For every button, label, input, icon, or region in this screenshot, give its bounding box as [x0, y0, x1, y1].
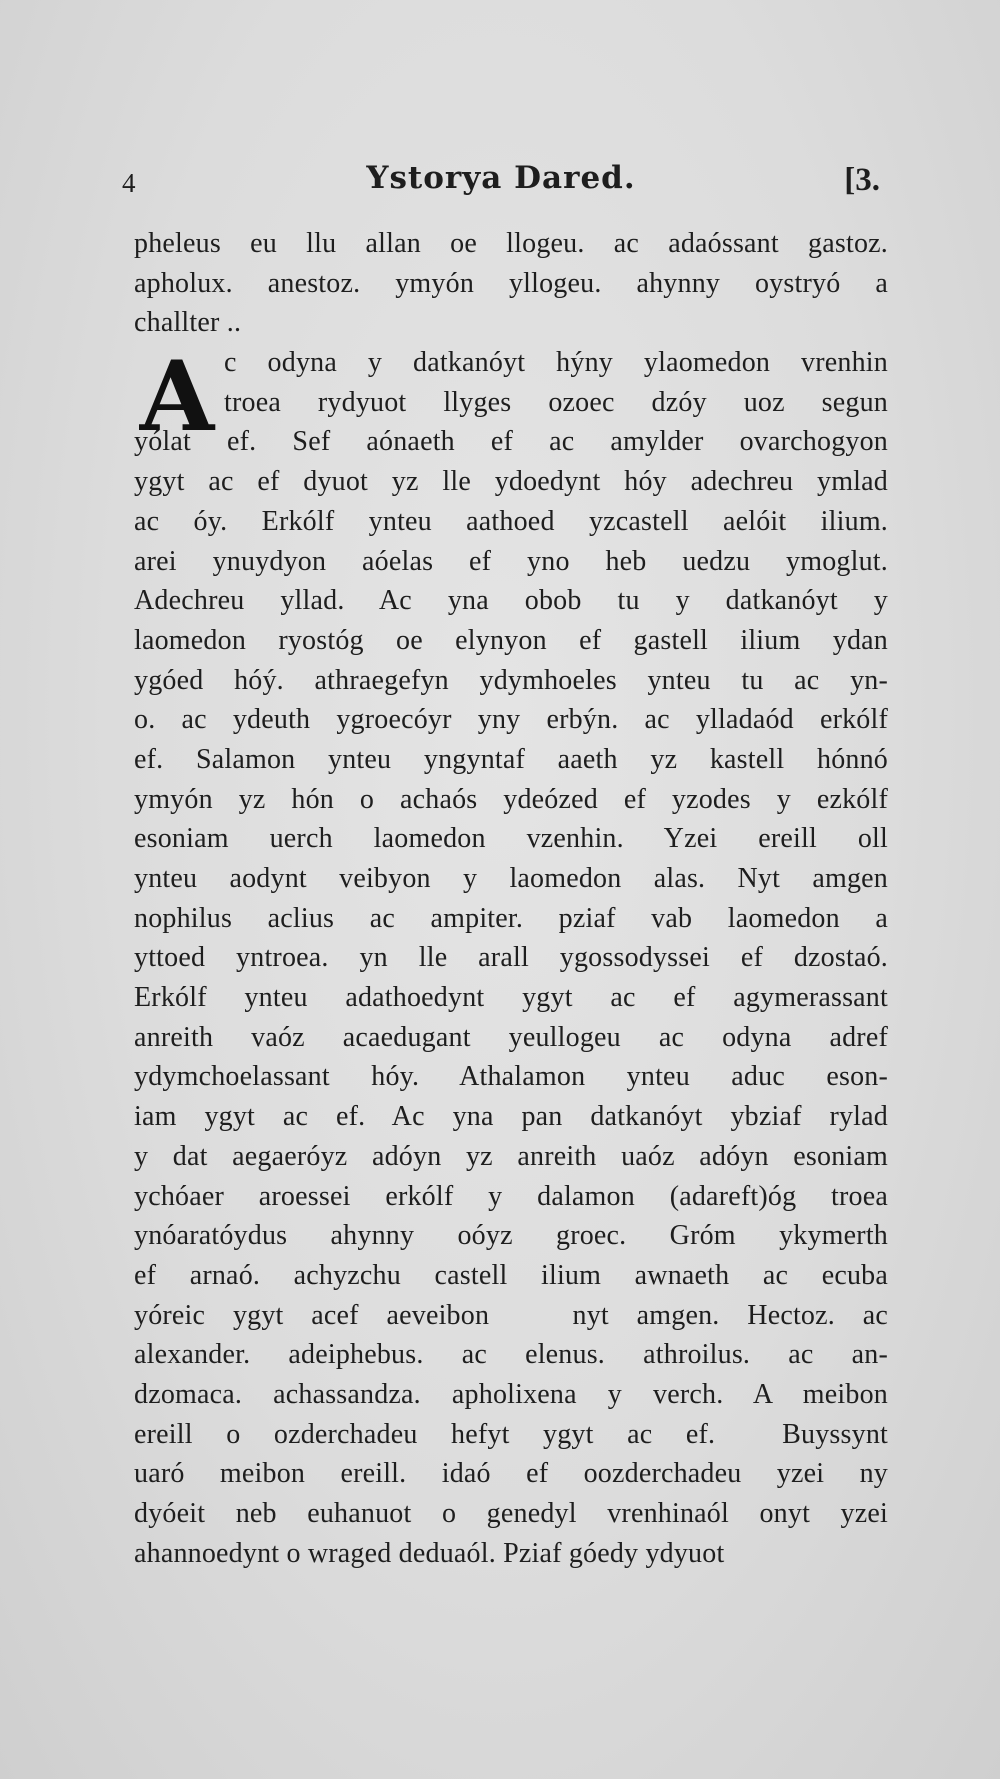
running-title: Ystorya Dared. [366, 160, 636, 196]
text-line: anreith vaóz acaedugant yeullogeu ac odyna adref [134, 1021, 888, 1053]
page-header [122, 160, 880, 210]
text-line: challter .. [134, 307, 242, 339]
text-line: esoniam uerch laomedon vzenhin. Yzei ereill oll [134, 823, 888, 855]
text-line: ef arnaó. achyzchu castell ilium awnaeth ac ecuba [134, 1259, 888, 1291]
text-line: Erkólf ynteu adathoedynt ygyt ac ef agymerassant [134, 982, 888, 1014]
text-line: o. ac ydeuth ygroecóyr yny erbýn. ac ylladaód erkólf [134, 704, 888, 736]
drop-cap-initial: A [139, 340, 215, 453]
text-line: dyóeit neb euhanuot o genedyl vrenhinaól onyt yzei [134, 1498, 888, 1529]
text-line: laomedon ryostóg oe elynyon ef gastell ilium ydan [134, 624, 888, 656]
text-line: ac óy. Erkólf ynteu aathoed yzcastell aelóit ilium. [134, 505, 888, 537]
text-line: ymyón yz hón o achaós ydeózed ef yzodes y ezkólf [134, 783, 888, 815]
text-line: c odyna y datkanóyt hýny ylaomedon vrenhin [224, 347, 888, 379]
chapter-marker: [3. [844, 162, 880, 198]
body-text [134, 224, 888, 1573]
text-line: y dat aegaeróyz adóyn yz anreith uaóz adóyn esoniam [134, 1140, 888, 1172]
text-line: ahannoedynt o wraged deduaól. Pziaf góedy ydyuot [134, 1537, 725, 1569]
text-line: ydymchoelassant hóy. Athalamon ynteu aduc eson- [134, 1061, 888, 1093]
text-line: uaró meibon ereill. idaó ef oozderchadeu yzei ny [134, 1458, 888, 1490]
page-number: 4 [122, 168, 137, 198]
text-line: troea rydyuot llyges ozoec dzóy uoz segun [224, 386, 888, 418]
text-line: yólat ef. Sef aónaeth ef ac amylder ovarchogyon [134, 426, 888, 458]
text-line: ereill o ozderchadeu hefyt ygyt ac ef. Buyssynt [134, 1418, 888, 1450]
text-line: ynóaratóydus ahynny oóyz groec. Gróm ykymerth [134, 1220, 888, 1252]
text-line: arei ynuydyon aóelas ef yno heb uedzu ymoglut. [134, 545, 888, 577]
text-line: apholux. anestoz. ymyón yllogeu. ahynny oystryó a [134, 267, 888, 299]
text-line: ygóed hóý. athraegefyn ydymhoeles ynteu tu ac yn- [134, 664, 888, 696]
text-line: ychóaer aroessei erkólf y dalamon (adareft)óg troea [134, 1180, 888, 1212]
text-line: ef. Salamon ynteu yngyntaf aaeth yz kastell hónnó [134, 743, 888, 775]
text-line: iam ygyt ac ef. Ac yna pan datkanóyt ybziaf rylad [134, 1101, 888, 1133]
text-line: ynteu aodynt veibyon y laomedon alas. Nyt amgen [134, 863, 888, 894]
text-line: Adechreu yllad. Ac yna obob tu y datkanóyt y [134, 585, 888, 617]
text-line: ygyt ac ef dyuot yz lle ydoedynt hóy adechreu ymlad [134, 466, 888, 498]
text-line: nophilus aclius ac ampiter. pziaf vab laomedon a [134, 902, 888, 934]
text-line: yttoed yntroea. yn lle arall ygossodyssei ef dzostaó. [134, 942, 888, 974]
text-line: dzomaca. achassandza. apholixena y verch. A meibon [134, 1378, 888, 1410]
text-line: pheleus eu llu allan oe llogeu. ac adaóssant gastoz. [134, 228, 888, 259]
text-line: alexander. adeiphebus. ac elenus. athroilus. ac an- [134, 1339, 888, 1371]
text-line: yóreic ygyt acef aeveibon nyt amgen. Hectoz. ac [134, 1299, 888, 1331]
